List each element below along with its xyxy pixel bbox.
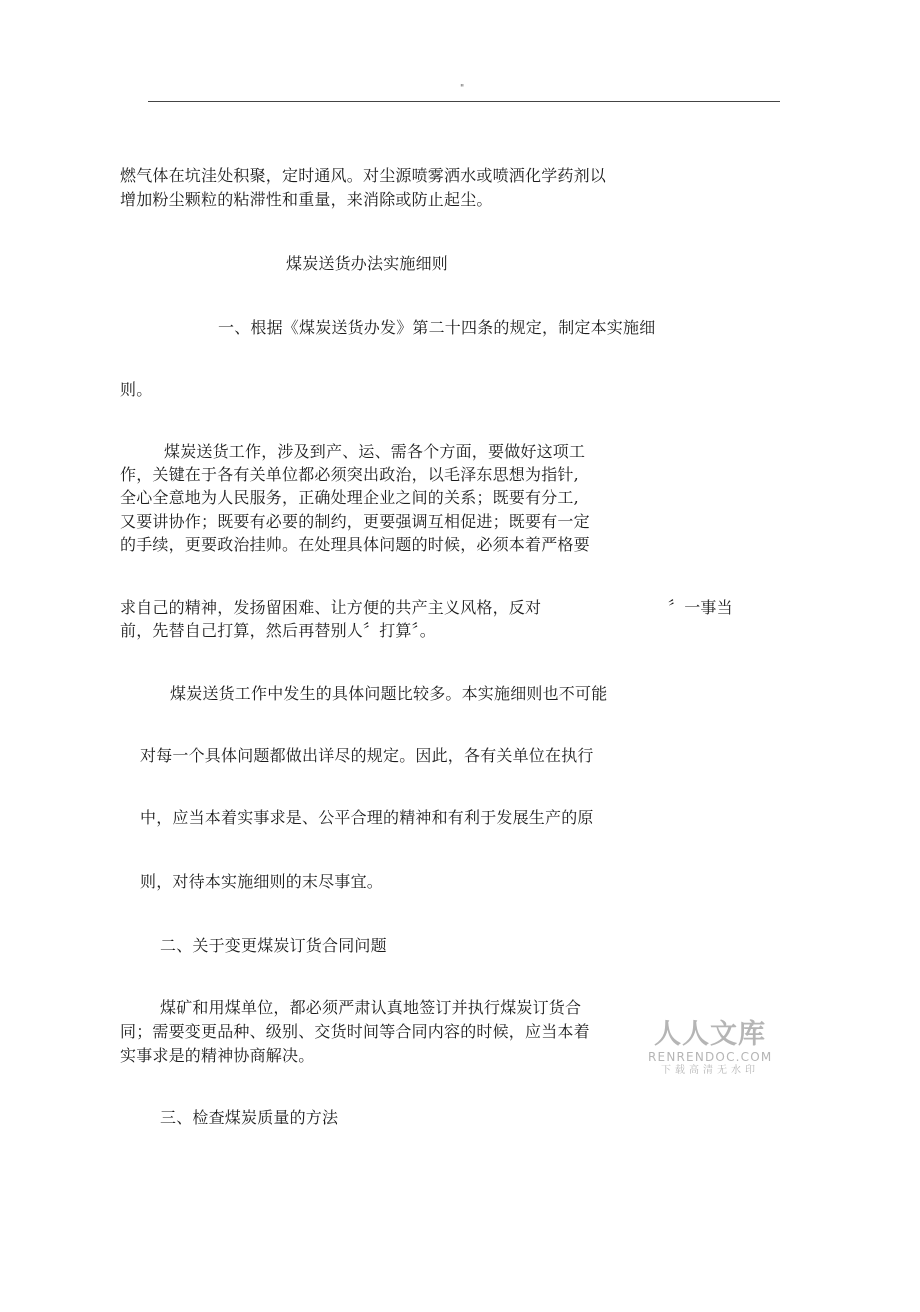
text-line: 求自己的精神，发扬留困难、让方便的共产主义风格，反对: [120, 598, 542, 617]
text-line: 〞一事当: [668, 598, 733, 617]
text-line: 煤炭送货工作中发生的具体问题比较多。本实施细则也不可能: [170, 684, 608, 703]
text-line: 的手续，更要政治挂帅。在处理具体问题的时候，必须本着严格要: [120, 535, 590, 554]
document-title: 煤炭送货办法实施细则: [286, 254, 449, 273]
text-line: 又要讲协作；既要有必要的制约，更要强调互相促进；既要有一定: [120, 512, 590, 531]
header-rule: [148, 101, 780, 102]
text-line: 煤矿和用煤单位，都必须严肃认真地签订并执行煤炭订货合: [160, 998, 582, 1017]
watermark-site: RENRENDOC.COM: [648, 1050, 773, 1064]
section-heading: 二、关于变更煤炭订货合同问题: [160, 936, 387, 955]
text-line: 实事求是的精神协商解决。: [120, 1046, 315, 1065]
text-line: 作，关键在于各有关单位都必须突出政治，以毛泽东思想为指针,: [120, 465, 579, 484]
text-line: 对每一个具体问题都做出详尽的规定。因此，各有关单位在执行: [140, 746, 594, 765]
text-line: 前，先替自己打算，然后再替别人〞打算〞。: [120, 621, 437, 640]
text-line: 中，应当本着实事求是、公平合理的精神和有利于发展生产的原: [140, 808, 594, 827]
watermark-subtitle: 下载高清无水印: [661, 1065, 759, 1076]
text-line: 煤炭送货工作，涉及到产、运、需各个方面，要做好这项工: [164, 442, 586, 461]
text-line: 则，对待本实施细则的末尽事宜。: [140, 872, 384, 891]
text-line: 则。: [120, 380, 153, 399]
text-line: 一、根据《煤炭送货办发》第二十四条的规定，制定本实施细: [218, 318, 656, 337]
text-line: 增加粉尘颗粒的粘滞性和重量，来消除或防止起尘。: [120, 190, 493, 209]
watermark-title: 人人文库: [654, 1019, 766, 1050]
text-line: 燃气体在坑洼处积聚，定时通风。对尘源喷雾洒水或喷洒化学药剂以: [120, 166, 607, 185]
text-line: 同；需要变更品种、级别、交货时间等合同内容的时候，应当本着: [120, 1022, 590, 1041]
text-line: 全心全意地为人民服务，正确处理企业之间的关系；既要有分工,: [120, 488, 579, 507]
watermark-logo: [648, 1020, 772, 1078]
section-heading: 三、检查煤炭质量的方法: [160, 1108, 339, 1127]
header-mark: ": [460, 84, 465, 94]
